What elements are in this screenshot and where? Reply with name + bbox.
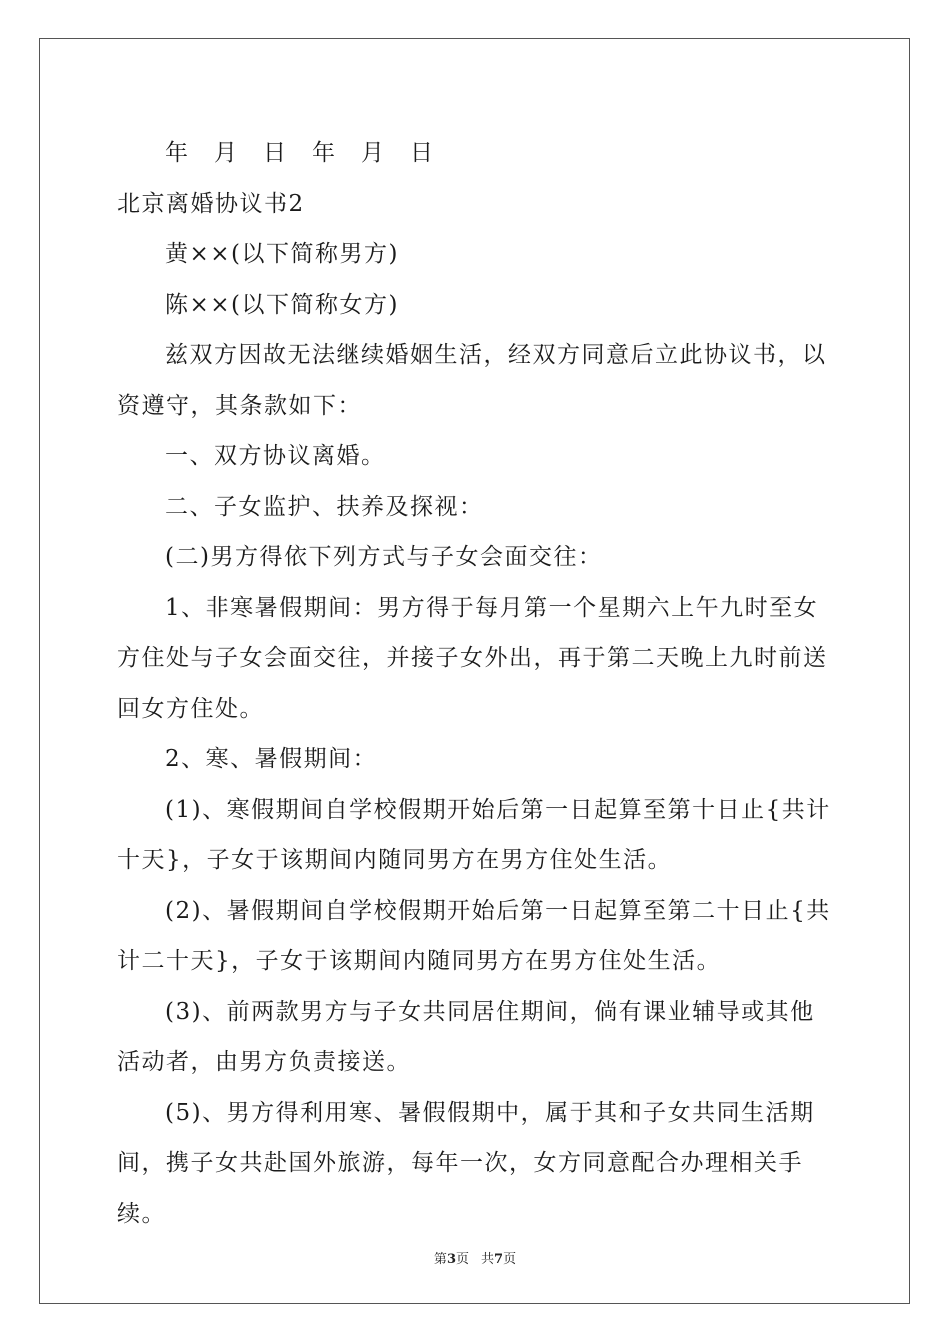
page-prefix: 第 [433,1252,447,1267]
paragraph: 黄××(以下简称男方) [165,241,399,267]
total-suffix: 页 [503,1252,517,1267]
paragraph: (1)、寒假期间自学校假期开始后第一日起算至第十日止{共计十天}，子女于该期间内随同男方在男方住处生活。 [117,796,831,873]
total-prefix: 共 [481,1252,495,1267]
paragraph: 2、寒、暑假期间： [165,746,378,772]
paragraph: 1、非寒暑假期间：男方得于每月第一个星期六上午九时至女方住处与子女会面交往，并接子女外出，再于第二天晚上九时前送回女方住处。 [117,594,828,722]
paragraph: 兹双方因故无法继续婚姻生活，经双方同意后立此协议书，以资遵守，其条款如下： [117,342,827,419]
document-title: 北京离婚协议书2 [117,190,305,217]
paragraph: 一、双方协议离婚。 [165,443,386,469]
page-footer [0,1248,950,1267]
paragraph: (3)、前两款男方与子女共同居住期间，倘有课业辅导或其他活动者，由男方负责接送。 [117,998,815,1075]
paragraph: (2)、暑假期间自学校假期开始后第一日起算至第二十日止{共计二十天}，子女于该期间内随同男方在男方住处生活。 [117,897,831,974]
paragraph: (二)男方得依下列方式与子女会面交往： [165,544,603,570]
signature-date-line: 年 月 日 年 月 日 [165,140,435,166]
total-pages-number: 7 [494,1252,504,1267]
paragraph: 陈××(以下简称女方) [165,291,399,318]
paragraph: (5)、男方得利用寒、暑假假期中，属于其和子女共同生活期间，携子女共赴国外旅游，每年一次，女方同意配合办理相关手续。 [117,1099,815,1227]
page-suffix: 页 [455,1252,469,1267]
paragraph: 二、子女监护、扶养及探视： [165,493,484,520]
document-body [117,128,837,1239]
current-page-number: 3 [446,1252,456,1267]
